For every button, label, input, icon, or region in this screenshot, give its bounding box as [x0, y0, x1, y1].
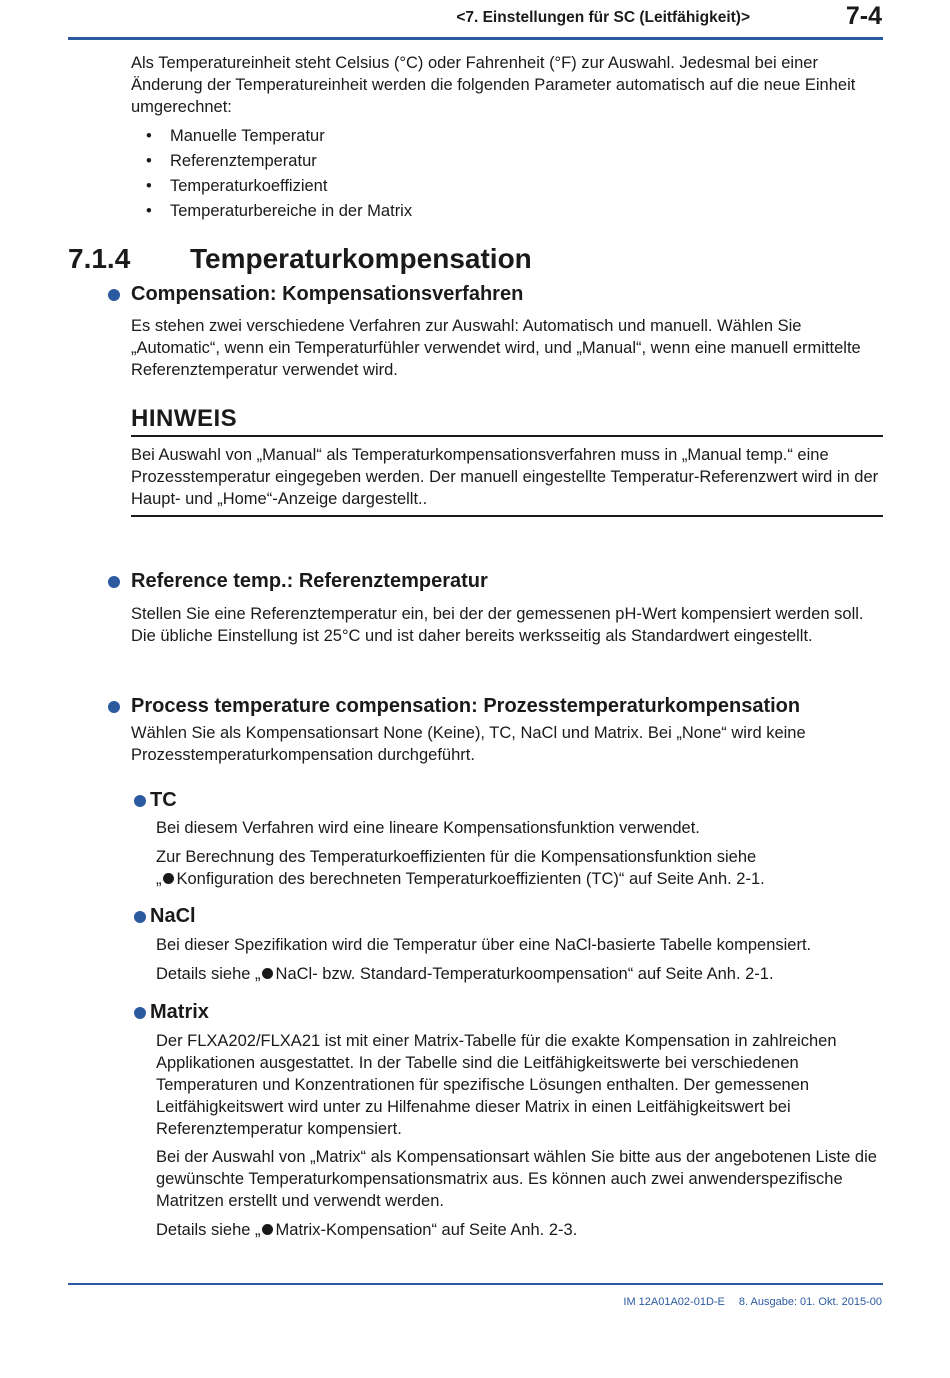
list-item: • Manuelle Temperatur	[146, 124, 412, 149]
matrix-text-2: Bei der Auswahl von „Matrix“ als Kompensationsart wählen Sie bitte aus der angebotenen Liste die gewünschte Temperaturkompensationsmatrix aus. Es können auch zwei anwenderspezifische Matritzen erstellt und verwendt werden.	[156, 1148, 877, 1210]
note-title: HINWEIS	[131, 405, 238, 432]
edition-date: 8. Ausgabe: 01. Okt. 2015-00	[738, 1296, 882, 1308]
footer	[609, 1296, 882, 1308]
bullet-dot-icon	[108, 289, 120, 301]
matrix-ref-link: Matrix-Kompensation“ auf Seite Anh. 2-3.	[275, 1221, 578, 1239]
bullet-dot-icon	[163, 873, 174, 884]
bullet-dot-icon	[108, 701, 120, 713]
nacl-ref-prefix: Details siehe „	[156, 965, 261, 983]
chapter-title: <7. Einstellungen für SC (Leitfähigkeit)>	[456, 9, 750, 26]
intro-bullet-list	[146, 124, 412, 224]
nacl-ref-link: NaCl- bzw. Standard-Temperaturkoompensation“ auf Seite Anh. 2-1.	[275, 965, 774, 983]
tc-ref-link: Konfiguration des berechneten Temperaturkoeffizienten (TC)“ auf Seite Anh. 2-1.	[176, 870, 765, 888]
page-number: 7-4	[845, 2, 882, 30]
section-number: 7.1.4	[68, 243, 131, 274]
matrix-reference	[156, 1219, 886, 1241]
section-title: Temperaturkompensation	[190, 243, 532, 274]
process-text: Wählen Sie als Kompensationsart None (Keine), TC, NaCl und Matrix. Bei „None“ wird keine Prozesstemperaturkompensation durchgeführt.	[131, 724, 806, 764]
tc-heading: TC	[150, 789, 177, 811]
note-bottom-rule	[131, 515, 883, 517]
bullet-dot-icon	[262, 1224, 273, 1235]
nacl-reference	[156, 963, 886, 985]
matrix-text-1: Der FLXA202/FLXA21 ist mit einer Matrix-Tabelle für die exakte Kompensation in zahlreichen Applikationen ausgestattet. In der Tabelle sind die Leitfähigkeitswerte bei verschiedenen Temperaturen und Konzentrationen für spezifische Lösungen enthalten. Der gemessenen Leitfähigkeitswert wird unter zu Hilfenahme dieser Matrix in einen Leitfähigkeitswert bei Referenztemperatur kompensiert.	[156, 1032, 837, 1138]
list-item: • Temperaturkoeffizient	[146, 174, 412, 199]
reference-heading: Reference temp.: Referenztemperatur	[131, 570, 488, 592]
matrix-ref-prefix: Details siehe „	[156, 1221, 261, 1239]
list-item: • Referenztemperatur	[146, 149, 412, 174]
note-top-rule	[131, 435, 883, 437]
intro-text: Als Temperatureinheit steht Celsius (°C) oder Fahrenheit (°F) zur Auswahl. Jedesmal bei einer Änderung der Temperatureinheit werden die folgenden Parameter automatisch auf die neue Einheit umgerechnet:	[131, 54, 856, 116]
nacl-text-1: Bei dieser Spezifikation wird die Temperatur über eine NaCl-basierte Tabelle kompensiert.	[156, 936, 812, 954]
tc-reference	[156, 868, 886, 890]
bullet-dot-icon	[262, 968, 273, 979]
tc-text-1: Bei diesem Verfahren wird eine lineare Kompensationsfunktion verwendet.	[156, 819, 700, 837]
bullet-dot-icon	[134, 911, 146, 923]
header-rule	[68, 37, 883, 40]
tc-ref-prefix: „	[156, 870, 162, 888]
reference-text: Stellen Sie eine Referenztemperatur ein, bei der der gemessenen pH-Wert kompensiert werden soll. Die übliche Einstellung ist 25°C und ist daher bereits werksseitig als Standardwert eingestellt.	[131, 605, 864, 645]
nacl-heading: NaCl	[150, 905, 196, 927]
tc-text-2-line1: Zur Berechnung des Temperaturkoeffizienten für die Kompensationsfunktion siehe	[156, 848, 757, 866]
compensation-heading: Compensation: Kompensationsverfahren	[131, 283, 524, 305]
compensation-text: Es stehen zwei verschiedene Verfahren zur Auswahl: Automatisch und manuell. Wählen Sie „Automatic“, wenn ein Temperaturfühler verwendet wird, und „Manual“, wenn eine manuell ermittelte Referenztemperatur verwendet wird.	[131, 317, 861, 379]
bullet-dot-icon	[134, 1007, 146, 1019]
bullet-dot-icon	[108, 576, 120, 588]
bullet-dot-icon	[134, 795, 146, 807]
process-heading: Process temperature compensation: Prozesstemperaturkompensation	[131, 695, 801, 717]
doc-id: IM 12A01A02-01D-E	[623, 1296, 725, 1308]
matrix-heading: Matrix	[150, 1001, 209, 1023]
footer-rule	[68, 1283, 883, 1285]
note-text: Bei Auswahl von „Manual“ als Temperaturkompensationsverfahren muss in „Manual temp.“ eine Prozesstemperatur eingegeben werden. Der manuell eingestellte Temperatur-Referenzwert wird in der Haupt- und „Home“-Anzeige dargestellt..	[131, 446, 879, 508]
list-item: • Temperaturbereiche in der Matrix	[146, 199, 412, 224]
